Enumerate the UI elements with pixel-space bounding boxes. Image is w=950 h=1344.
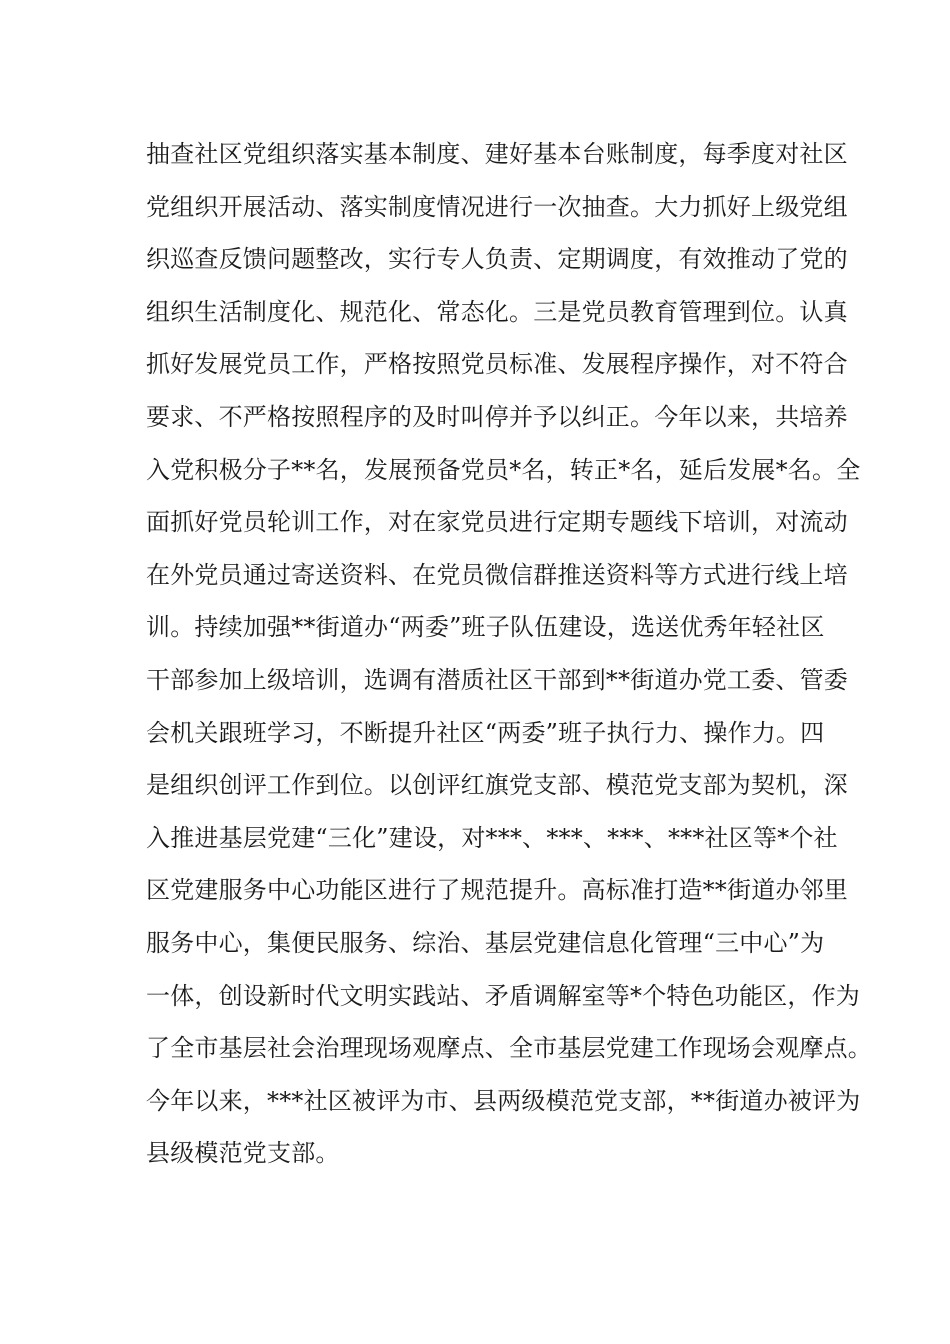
paragraph-line: 服务中心，集便民服务、综治、基层党建信息化管理“三中心”为 bbox=[146, 928, 825, 957]
paragraph-line: 抽查社区党组织落实基本制度、建好基本台账制度，每季度对社区 bbox=[146, 140, 848, 168]
paragraph-line: 面抓好党员轮训工作，对在家党员进行定期专题线下培训，对流动 bbox=[146, 508, 848, 537]
paragraph-line: 入党积极分子**名，发展预备党员*名，转正*名，延后发展*名。全 bbox=[146, 455, 861, 484]
paragraph-line: 在外党员通过寄送资料、在党员微信群推送资料等方式进行线上培 bbox=[146, 560, 848, 589]
paragraph-line: 了全市基层社会治理现场观摩点、全市基层党建工作现场会观摩点。 bbox=[146, 1034, 872, 1063]
paragraph-line: 县级模范党支部。 bbox=[146, 1139, 340, 1168]
paragraph-line: 训。持续加强**街道办“两委”班子队伍建设，选送优秀年轻社区 bbox=[146, 613, 825, 642]
paragraph-line: 入推进基层党建“三化”建设，对***、***、***、***社区等*个社 bbox=[146, 823, 838, 852]
paragraph-line: 组织生活制度化、规范化、常态化。三是党员教育管理到位。认真 bbox=[146, 297, 848, 326]
paragraph-line: 今年以来，***社区被评为市、县两级模范党支部，**街道办被评为 bbox=[146, 1086, 861, 1115]
paragraph-line: 会机关跟班学习，不断提升社区“两委”班子执行力、操作力。四 bbox=[146, 718, 825, 747]
paragraph-line: 织巡查反馈问题整改，实行专人负责、定期调度，有效推动了党的 bbox=[146, 245, 848, 274]
paragraph-line: 一体，创设新时代文明实践站、矛盾调解室等*个特色功能区，作为 bbox=[146, 981, 860, 1010]
body-paragraph bbox=[146, 128, 872, 1180]
paragraph-line: 是组织创评工作到位。以创评红旗党支部、模范党支部为契机，深 bbox=[146, 771, 848, 800]
paragraph-line: 要求、不严格按照程序的及时叫停并予以纠正。今年以来，共培养 bbox=[146, 402, 848, 431]
paragraph-line: 党组织开展活动、落实制度情况进行一次抽查。大力抓好上级党组 bbox=[146, 192, 848, 221]
paragraph-line: 抓好发展党员工作，严格按照党员标准、发展程序操作，对不符合 bbox=[146, 350, 848, 379]
paragraph-line: 干部参加上级培训，选调有潜质社区干部到**街道办党工委、管委 bbox=[146, 665, 848, 694]
paragraph-line: 区党建服务中心功能区进行了规范提升。高标准打造**街道办邻里 bbox=[146, 876, 848, 905]
